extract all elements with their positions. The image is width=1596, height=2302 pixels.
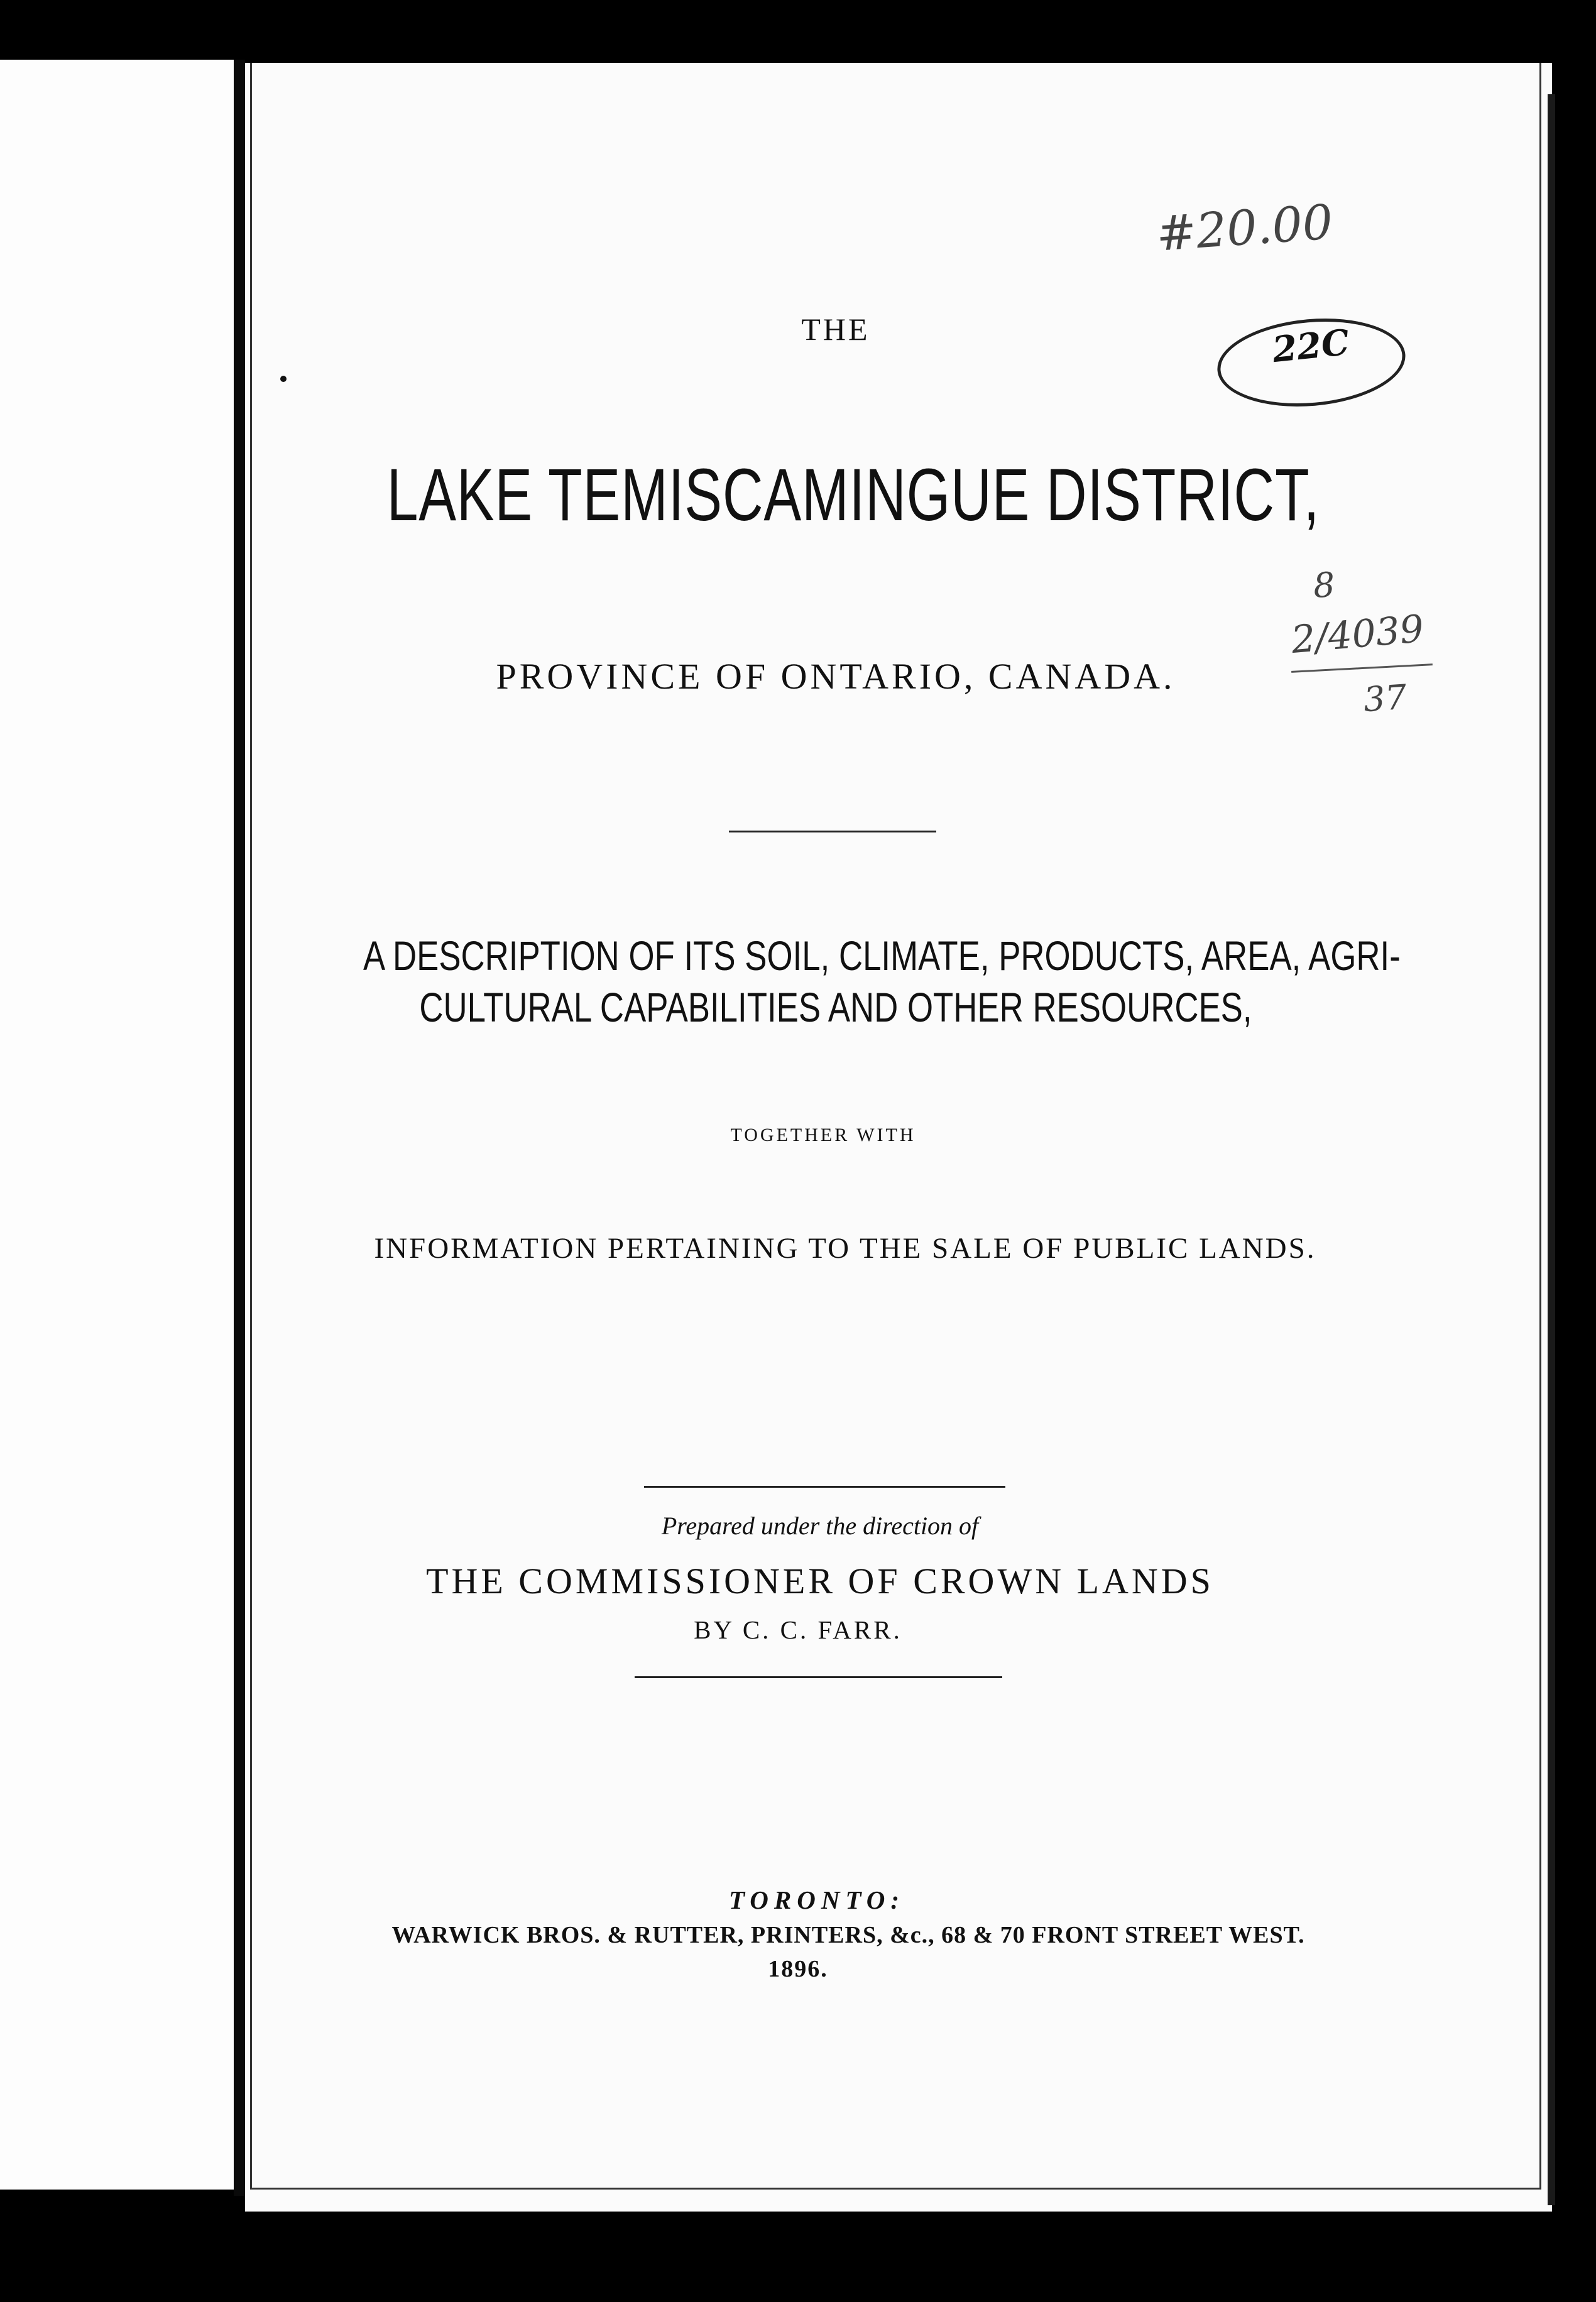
book-gutter <box>234 60 245 2196</box>
handwritten-number: 8 <box>1311 564 1336 606</box>
divider-rule <box>635 1676 1002 1678</box>
commissioner-line: THE COMMISSIONER OF CROWN LANDS <box>426 1561 1214 1601</box>
handwritten-number: 2/4039 <box>1289 606 1426 663</box>
author-line: BY C. C. FARR. <box>694 1615 902 1644</box>
facing-page-edge <box>0 60 238 2190</box>
description-line-1: A DESCRIPTION OF ITS SOIL, CLIMATE, PRODUCTS, AREA, AGRI- <box>363 932 1401 979</box>
description-line-2: CULTURAL CAPABILITIES AND OTHER RESOURCES, <box>419 984 1252 1030</box>
imprint-year: 1896. <box>768 1956 828 1982</box>
ink-speck <box>280 376 287 382</box>
title-the: THE <box>801 312 870 347</box>
handwritten-price: #20.00 <box>1154 194 1335 262</box>
handwritten-number: 37 <box>1362 677 1408 720</box>
scan-bottom-margin <box>0 2212 1596 2302</box>
together-with: TOGETHER WITH <box>730 1125 916 1145</box>
divider-rule <box>729 831 936 832</box>
description <box>363 930 1401 1033</box>
divider-rule <box>644 1486 1005 1488</box>
prepared-line: Prepared under the direction of <box>661 1512 979 1540</box>
imprint-place: TORONTO: <box>728 1885 905 1914</box>
information-line: INFORMATION PERTAINING TO THE SALE OF PUBLIC LANDS. <box>374 1232 1316 1265</box>
province-subtitle: PROVINCE OF ONTARIO, CANADA. <box>496 656 1176 697</box>
imprint-printer: WARWICK BROS. & RUTTER, PRINTERS, &c., 68 & 70 FRONT STREET WEST. <box>391 1922 1305 1948</box>
main-title: LAKE TEMISCAMINGUE DISTRICT, <box>386 454 1320 537</box>
page-right-edge <box>1548 94 1555 2205</box>
handwritten-code: 22C <box>1270 321 1352 371</box>
